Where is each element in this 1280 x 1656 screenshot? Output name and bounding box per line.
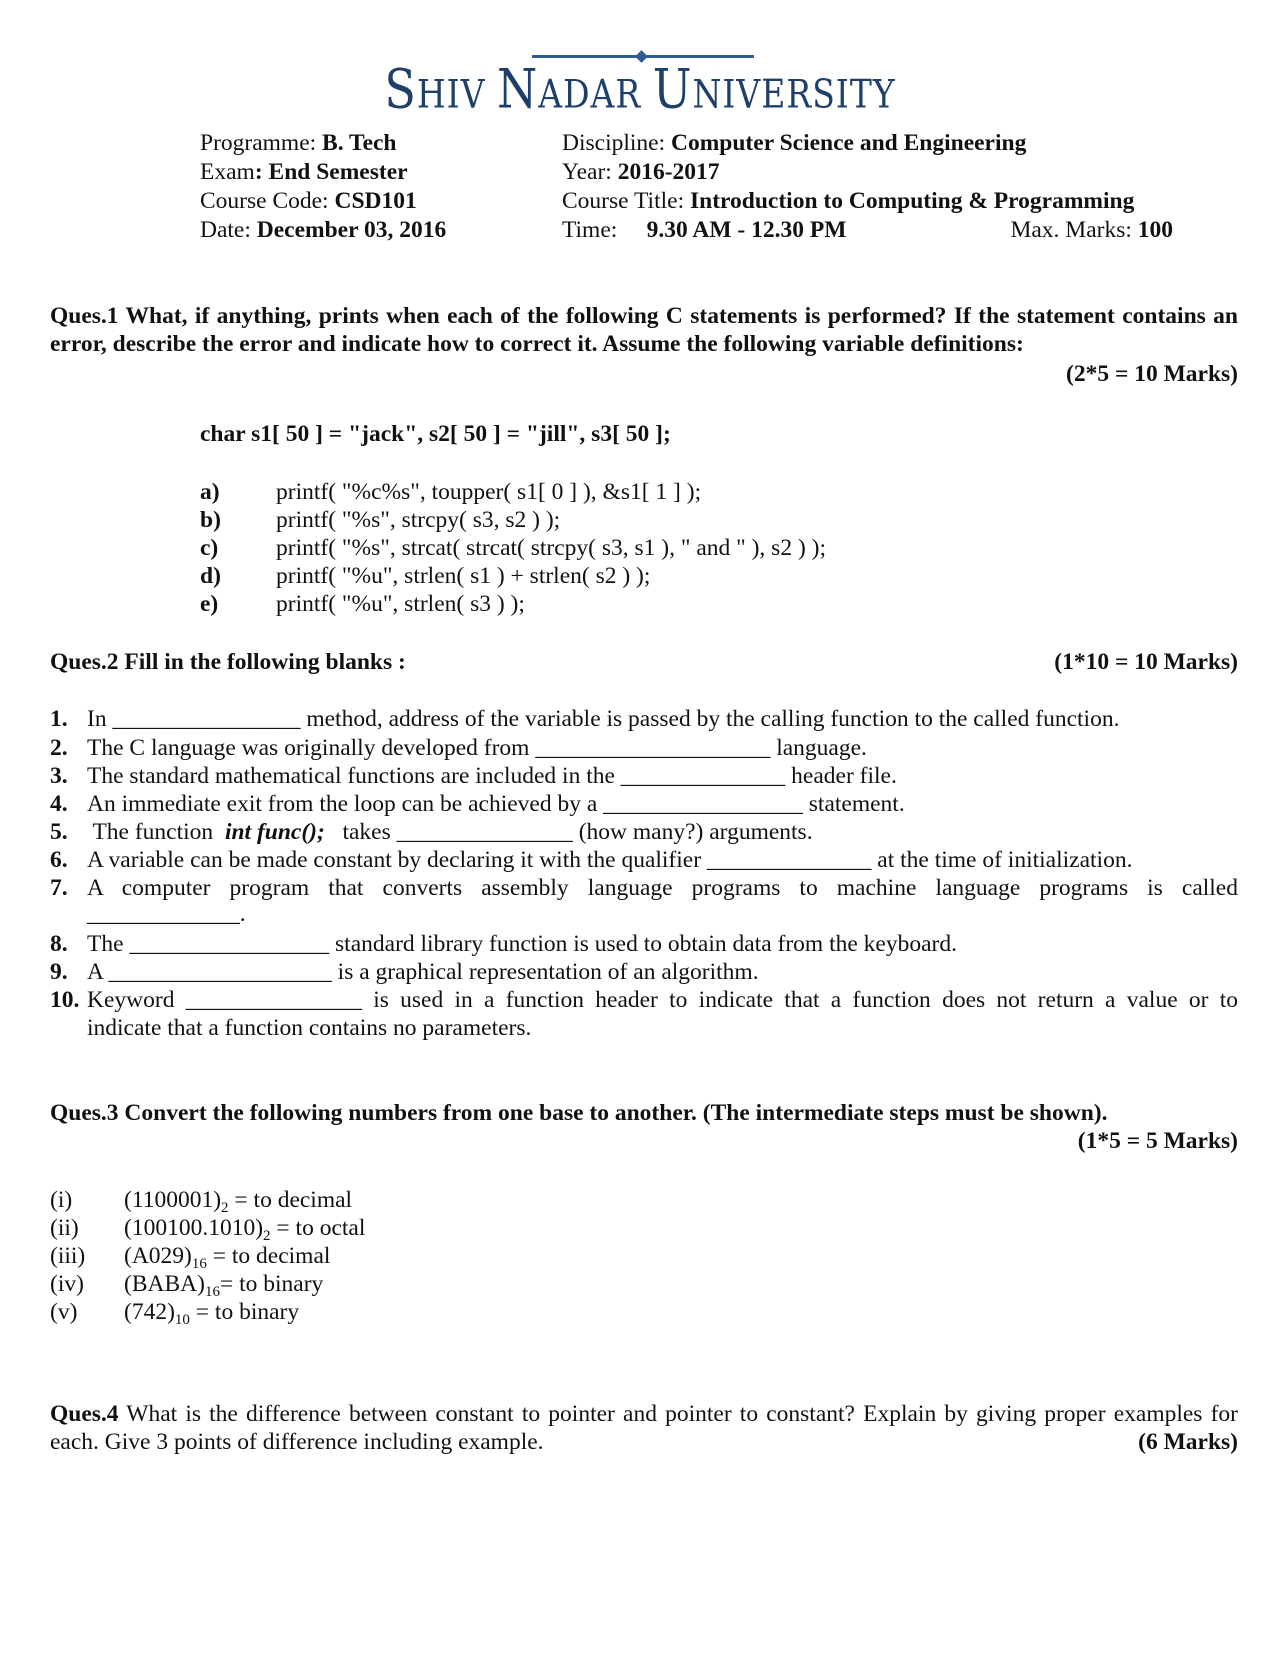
course-code-value: CSD101 xyxy=(334,188,417,214)
q3-target: = to decimal xyxy=(206,1243,331,1269)
time-line xyxy=(562,216,846,244)
q3-number: (BABA) xyxy=(124,1271,205,1297)
q2-item-text: A ___________________ is a graphical representation of an algorithm. xyxy=(87,959,759,985)
q3-item-label: (iv) xyxy=(50,1271,84,1297)
q3-base: 10 xyxy=(174,1312,190,1328)
q1-item-code: printf( "%c%s", toupper( s1[ 0 ] ), &s1[ 1 ] ); xyxy=(276,479,702,505)
q2-item-text: A computer program that converts assembly language programs to machine language programs is called xyxy=(87,875,1238,901)
date-value: December 03, 2016 xyxy=(256,217,447,243)
q1-item-label: e) xyxy=(200,591,219,617)
q1-item-code: printf( "%s", strcpy( s3, s2 ) ); xyxy=(276,507,561,533)
q3-target: = to octal xyxy=(270,1215,366,1241)
logo-diamond xyxy=(635,50,648,63)
q2-item-text-before: The function xyxy=(87,819,225,845)
year-line xyxy=(562,158,720,186)
q2-item-text: Keyword _______________ is used in a function header to indicate that a function does not return a value or to xyxy=(87,987,1238,1013)
exam-value: : End Semester xyxy=(254,159,408,185)
q3-target: = to decimal xyxy=(228,1187,353,1213)
date-line xyxy=(200,216,446,244)
q1-marks: (2*5 = 10 Marks) xyxy=(1066,361,1238,387)
q2-item-text xyxy=(87,818,813,846)
q2-item-text: The standard mathematical functions are included in the ______________ header file. xyxy=(87,763,897,789)
q1-item-label: c) xyxy=(200,535,219,561)
q3-number: (742) xyxy=(124,1299,175,1325)
q3-item-expression xyxy=(124,1270,323,1298)
q1-item-code: printf( "%u", strlen( s3 ) ); xyxy=(276,591,525,617)
q3-item-label: (ii) xyxy=(50,1215,79,1241)
q3-text: Ques.3 Convert the following numbers from one base to another. (The intermediate steps must be shown). xyxy=(50,1100,1108,1126)
q1-item-label: d) xyxy=(200,563,221,589)
time-label: Time: xyxy=(562,217,647,243)
q3-item-expression xyxy=(124,1242,330,1270)
q2-item-text-after: takes _______________ (how many?) arguments. xyxy=(324,819,813,845)
exam-line xyxy=(200,158,408,186)
q3-number: (100100.1010) xyxy=(124,1215,264,1241)
q3-base: 2 xyxy=(221,1200,229,1216)
q4-marks: (6 Marks) xyxy=(1138,1429,1238,1455)
discipline-value: Computer Science and Engineering xyxy=(671,130,1027,156)
programme-label: Programme: xyxy=(200,130,323,156)
programme-line xyxy=(200,129,397,157)
q2-item-text: The _________________ standard library function is used to obtain data from the keyboard. xyxy=(87,931,957,957)
q2-item-continuation-text: _____________. xyxy=(87,901,246,927)
q3-base: 16 xyxy=(204,1284,220,1300)
max-marks-label: Max. Marks: xyxy=(1010,217,1138,243)
q1-item-label: a) xyxy=(200,479,220,505)
q3-number: (1100001) xyxy=(124,1187,222,1213)
time-value: 9.30 AM - 12.30 PM xyxy=(646,217,847,243)
q4-text xyxy=(50,1400,1238,1456)
date-label: Date: xyxy=(200,217,257,243)
q2-item-text: A variable can be made constant by declaring it with the qualifier ______________ at the time of initialization. xyxy=(87,847,1133,873)
course-title-label: Course Title: xyxy=(562,188,690,214)
year-label: Year: xyxy=(562,159,618,185)
q3-item-label: (iii) xyxy=(50,1243,86,1269)
q2-item-number: 5. xyxy=(50,819,68,845)
q4-label: Ques.4 xyxy=(50,1401,119,1427)
max-marks-line xyxy=(1010,216,1173,244)
q4-body: What is the difference between constant to pointer and pointer to constant? Explain by giving proper examples for each. Give 3 points of difference including example. xyxy=(50,1401,1238,1455)
q2-item-number: 1. xyxy=(50,706,68,732)
q2-item-number: 4. xyxy=(50,791,68,817)
exam-label: Exam xyxy=(200,159,255,185)
q3-target: = to binary xyxy=(189,1299,300,1325)
q1-text: Ques.1 What, if anything, prints when each of the following C statements is performed? If the statement contains an error, describe the error and indicate how to correct it. Assume the following variable definitions: xyxy=(50,303,1238,357)
q2-title: Ques.2 Fill in the following blanks : xyxy=(50,649,406,675)
q3-item-expression xyxy=(124,1298,299,1326)
course-code-label: Course Code: xyxy=(200,188,335,214)
q3-base: 2 xyxy=(263,1228,271,1244)
q1-item-code: printf( "%s", strcat( strcat( strcpy( s3, s1 ), " and " ), s2 ) ); xyxy=(276,535,827,561)
q2-item-number: 8. xyxy=(50,931,68,957)
q2-item-text: An immediate exit from the loop can be achieved by a _________________ statement. xyxy=(87,791,905,817)
q3-number: (A029) xyxy=(124,1243,192,1269)
q2-item-text: In ________________ method, address of the variable is passed by the calling function to the called function. xyxy=(87,706,1120,732)
q1-declaration: char s1[ 50 ] = "jack", s2[ 50 ] = "jill", s3[ 50 ]; xyxy=(200,421,671,447)
course-title-line xyxy=(562,187,1134,215)
q2-item-number: 9. xyxy=(50,959,68,985)
q3-marks: (1*5 = 5 Marks) xyxy=(1077,1128,1238,1154)
q2-item-continuation-text: indicate that a function contains no parameters. xyxy=(87,1015,532,1041)
q3-target: = to binary xyxy=(219,1271,324,1297)
q2-item-text: The C language was originally developed from ____________________ language. xyxy=(87,735,867,761)
q2-item-number: 3. xyxy=(50,763,68,789)
q3-item-expression xyxy=(124,1214,365,1242)
q3-item-expression xyxy=(124,1186,352,1214)
q3-base: 16 xyxy=(191,1256,207,1272)
q3-item-label: (v) xyxy=(50,1299,78,1325)
q2-item-code: int func(); xyxy=(224,819,325,845)
programme-value: B. Tech xyxy=(322,130,397,156)
q2-item-number: 6. xyxy=(50,847,68,873)
discipline-label: Discipline: xyxy=(562,130,671,156)
course-title-value: Introduction to Computing & Programming xyxy=(689,188,1135,214)
max-marks-value: 100 xyxy=(1137,217,1173,243)
year-value: 2016-2017 xyxy=(617,159,720,185)
q3-item-label: (i) xyxy=(50,1187,73,1213)
q2-item-number: 10. xyxy=(50,987,80,1013)
discipline-line xyxy=(562,129,1026,157)
course-code-line xyxy=(200,187,417,215)
q2-item-number: 7. xyxy=(50,875,68,901)
university-name: SHIV NADAR UNIVERSITY xyxy=(384,56,896,121)
q1-item-label: b) xyxy=(200,507,221,533)
q2-item-number: 2. xyxy=(50,735,68,761)
q1-item-code: printf( "%u", strlen( s1 ) + strlen( s2 ) ); xyxy=(276,563,651,589)
q2-marks: (1*10 = 10 Marks) xyxy=(1054,649,1238,675)
